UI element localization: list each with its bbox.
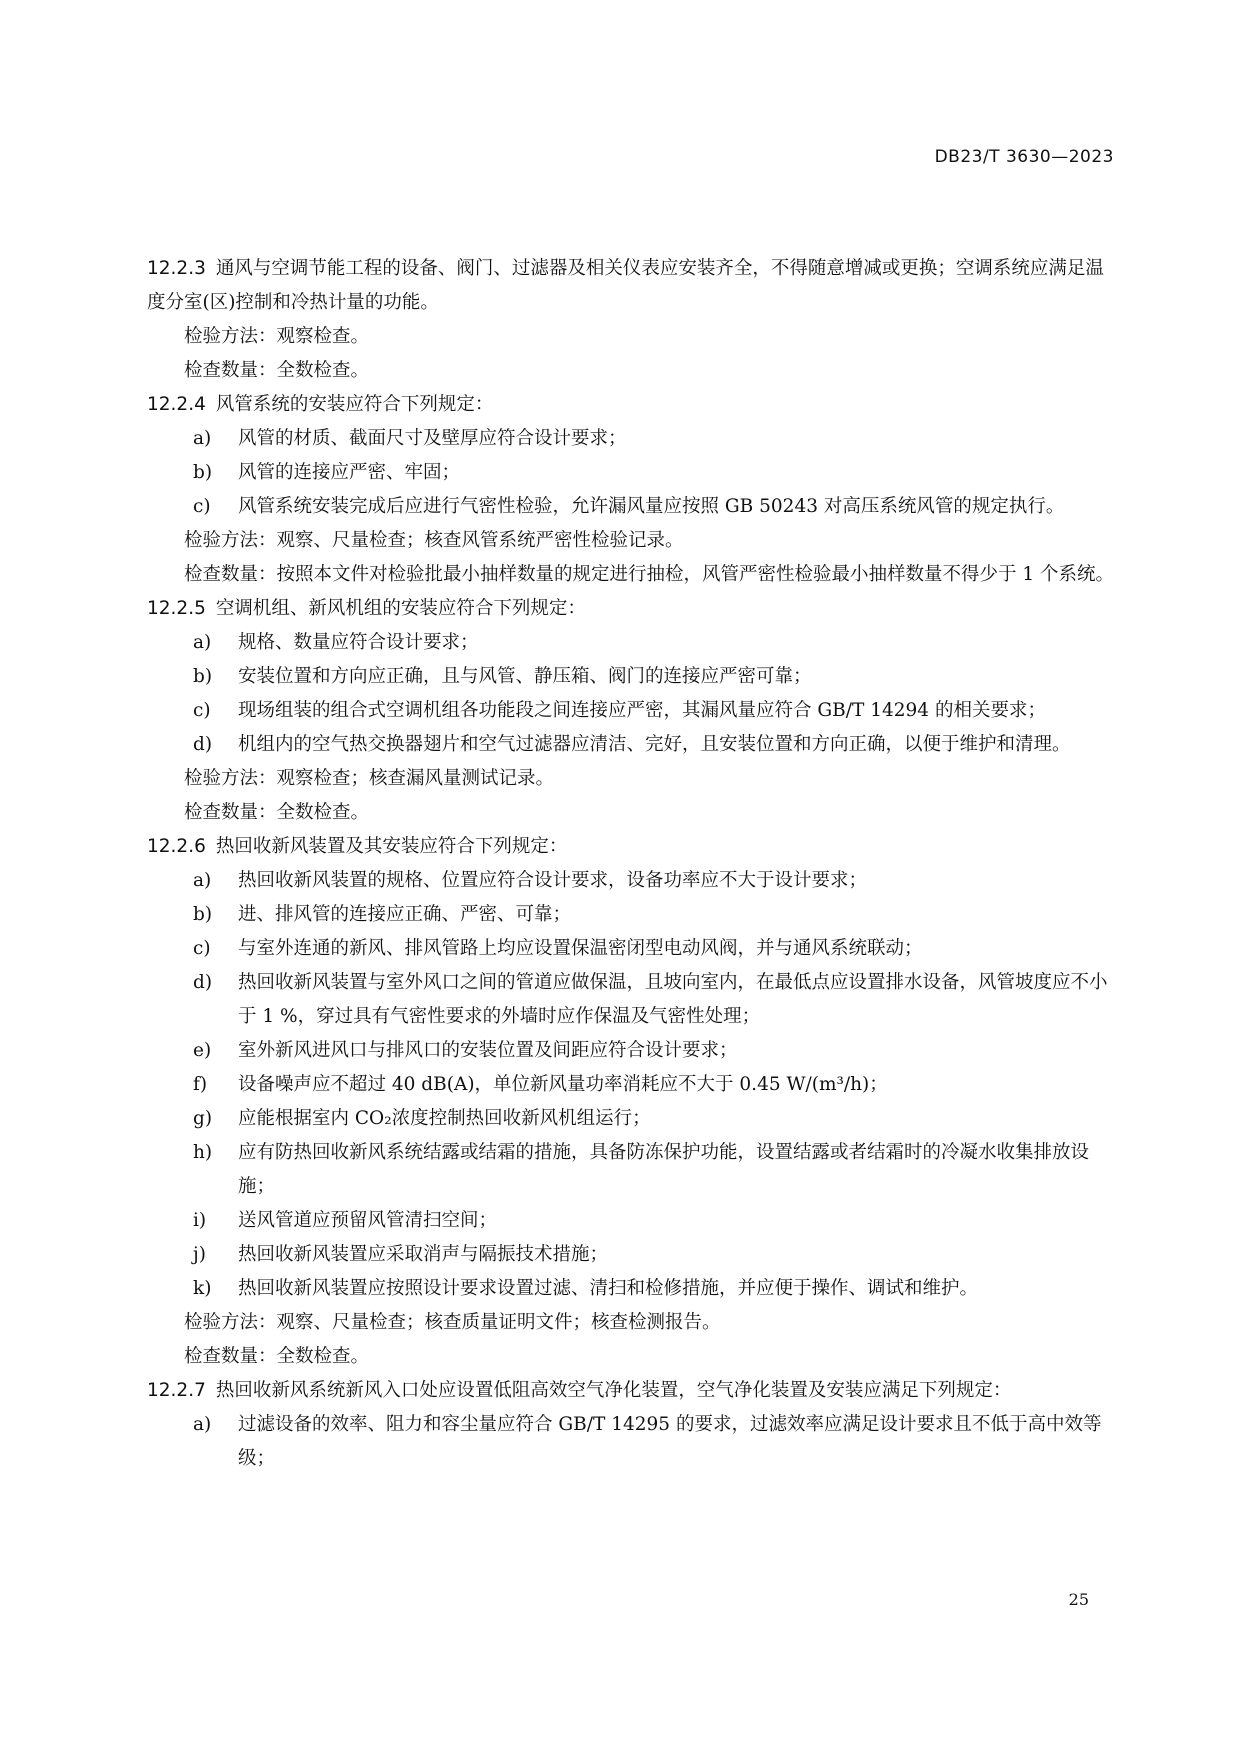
indented-paragraph: 检验方法：观察检查；核查漏风量测试记录。: [184, 768, 555, 789]
list-item-label: i): [193, 1210, 207, 1231]
list-item: [193, 456, 1115, 490]
list-item-label: b): [193, 904, 213, 925]
indented-paragraph: 检查数量：全数检查。: [184, 360, 370, 381]
list-item-label: h): [193, 1142, 213, 1163]
list-item: [193, 490, 1115, 524]
list-item-text: 风管的连接应严密、牢固；: [238, 462, 461, 483]
list-item-text: 机组内的空气热交换器翅片和空气过滤器应清洁、完好，且安装位置和方向正确，以便于维护和清理。: [238, 734, 1071, 755]
clause-number: 12.2.6: [147, 836, 206, 857]
list-item-label: a): [193, 1414, 212, 1435]
list-item-label: c): [193, 496, 211, 517]
list-item: [193, 1272, 1115, 1306]
page-number: 25: [1068, 1590, 1089, 1609]
list-item-text: 热回收新风装置应采取消声与隔振技术措施；: [238, 1244, 609, 1265]
clause-text: 风管系统的安装应符合下列规定：: [215, 394, 494, 415]
list-item-text: 过滤设备的效率、阻力和容尘量应符合 GB/T 14295 的要求，过滤效率应满足设计要求且不低于高中效等级；: [238, 1414, 1102, 1469]
list-item-text: 设备噪声应不超过 40 dB(A)，单位新风量功率消耗应不大于 0.45 W/(m³/h)；: [238, 1074, 888, 1095]
list-item-label: e): [193, 1040, 212, 1061]
clause-text: 热回收新风装置及其安装应符合下列规定：: [215, 836, 568, 857]
list-item: [193, 1238, 1115, 1272]
list-item-text: 应有防热回收新风系统结露或结霜的措施，具备防冻保护功能，设置结露或者结霜时的冷凝水收集排放设施；: [238, 1142, 1090, 1197]
clause-paragraph: [147, 388, 1115, 422]
list-item: [193, 626, 1115, 660]
list-item: [193, 1204, 1115, 1238]
list-item: [193, 1408, 1115, 1476]
list-item: [193, 660, 1115, 694]
list-item-label: c): [193, 700, 211, 721]
list-item-text: 热回收新风装置与室外风口之间的管道应做保温，且坡向室内，在最低点应设置排水设备，风管坡度应不小于 1 %，穿过具有气密性要求的外墙时应作保温及气密性处理；: [238, 972, 1108, 1027]
list-item-text: 与室外连通的新风、排风管路上均应设置保温密闭型电动风阀，并与通风系统联动；: [238, 938, 923, 959]
clause-number: 12.2.3: [147, 258, 206, 279]
clause-paragraph: [147, 252, 1115, 320]
list-item-text: 风管系统安装完成后应进行气密性检验，允许漏风量应按照 GB 50243 对高压系统风管的规定执行。: [238, 496, 1065, 517]
list-item: [193, 1034, 1115, 1068]
list-item-text: 安装位置和方向应正确，且与风管、静压箱、阀门的连接应严密可靠；: [238, 666, 812, 687]
indented-paragraph: 检验方法：观察检查。: [184, 326, 370, 347]
list-item-label: d): [193, 972, 213, 993]
list-item: [193, 1068, 1115, 1102]
indented-paragraph: 检查数量：按照本文件对检验批最小抽样数量的规定进行抽检，风管严密性检验最小抽样数量不得少于 1 个系统。: [184, 564, 1115, 585]
list-item-label: k): [193, 1278, 212, 1299]
clause-paragraph: [147, 1374, 1115, 1408]
list-item-label: a): [193, 632, 212, 653]
list-item-label: c): [193, 938, 211, 959]
list-item: [193, 728, 1115, 762]
list-item-text: 风管的材质、截面尺寸及壁厚应符合设计要求；: [238, 428, 627, 449]
list-item-label: f): [193, 1074, 208, 1095]
list-item-label: d): [193, 734, 213, 755]
clause-paragraph: [147, 592, 1115, 626]
clause-text: 空调机组、新风机组的安装应符合下列规定：: [215, 598, 586, 619]
list-item-text: 室外新风进风口与排风口的安装位置及间距应符合设计要求；: [238, 1040, 738, 1061]
list-item: [193, 932, 1115, 966]
list-item: [193, 1102, 1115, 1136]
list-item-text: 规格、数量应符合设计要求；: [238, 632, 479, 653]
clause-number: 12.2.5: [147, 598, 206, 619]
list-item: [193, 422, 1115, 456]
clause-number: 12.2.7: [147, 1380, 206, 1401]
list-item-label: g): [193, 1108, 213, 1129]
list-item-label: a): [193, 870, 212, 891]
list-item-label: a): [193, 428, 212, 449]
list-item-text: 热回收新风装置的规格、位置应符合设计要求，设备功率应不大于设计要求；: [238, 870, 868, 891]
list-item-text: 应能根据室内 CO₂浓度控制热回收新风机组运行；: [238, 1108, 651, 1129]
indented-paragraph: 检验方法：观察、尺量检查；核查风管系统严密性检验记录。: [184, 530, 684, 551]
list-item: [193, 864, 1115, 898]
clause-text: 通风与空调节能工程的设备、阀门、过滤器及相关仪表应安装齐全，不得随意增减或更换；空调系统应满足温度分室(区)控制和冷热计量的功能。: [147, 258, 1104, 313]
list-item-text: 热回收新风装置应按照设计要求设置过滤、清扫和检修措施，并应便于操作、调试和维护。: [238, 1278, 979, 1299]
list-item: [193, 1136, 1115, 1204]
clause-number: 12.2.4: [147, 394, 206, 415]
document-body: [147, 252, 1115, 1476]
list-item: [193, 966, 1115, 1034]
list-item-text: 进、排风管的连接应正确、严密、可靠；: [238, 904, 572, 925]
list-item-label: b): [193, 666, 213, 687]
list-item: [193, 898, 1115, 932]
document-code: DB23/T 3630—2023: [934, 147, 1114, 167]
list-item-label: j): [193, 1244, 206, 1265]
indented-paragraph: 检验方法：观察、尺量检查；核查质量证明文件；核查检测报告。: [184, 1312, 721, 1333]
list-item-text: 现场组装的组合式空调机组各功能段之间连接应严密，其漏风量应符合 GB/T 14294 的相关要求；: [238, 700, 1046, 721]
clause-text: 热回收新风系统新风入口处应设置低阻高效空气净化装置，空气净化装置及安装应满足下列规定：: [215, 1380, 1012, 1401]
indented-paragraph: 检查数量：全数检查。: [184, 1346, 370, 1367]
list-item: [193, 694, 1115, 728]
indented-paragraph: 检查数量：全数检查。: [184, 802, 370, 823]
list-item-label: b): [193, 462, 213, 483]
list-item-text: 送风管道应预留风管清扫空间；: [238, 1210, 498, 1231]
clause-paragraph: [147, 830, 1115, 864]
